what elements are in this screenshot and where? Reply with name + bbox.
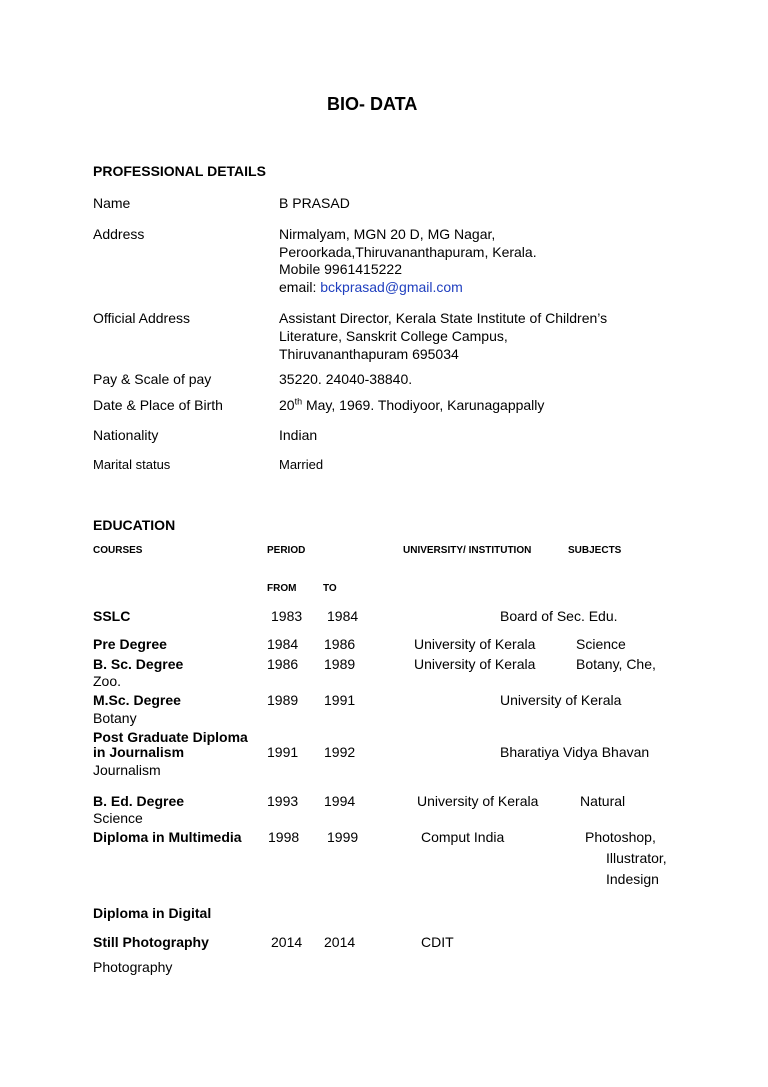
address-line-1: Nirmalyam, MGN 20 D, MG Nagar, (279, 226, 496, 242)
col-subjects: SUBJECTS (568, 545, 622, 556)
multimedia-university: Comput India (421, 829, 505, 845)
col-period: PERIOD (267, 545, 306, 556)
bsc-university: University of Kerala (414, 656, 536, 672)
pgdj-course-line-1: Post Graduate Diploma (93, 729, 248, 745)
name-label: Name (93, 195, 131, 211)
bed-university: University of Kerala (417, 793, 539, 809)
sslc-from: 1983 (271, 608, 303, 624)
marital-label: Marital status (93, 457, 171, 472)
education-heading: EDUCATION (93, 517, 176, 533)
col-to: TO (323, 583, 337, 594)
photo-to: 2014 (324, 934, 356, 950)
official-address-line-2: Literature, Sanskrit College Campus, (279, 328, 508, 344)
dob-suffix: th (294, 396, 303, 407)
msc-subject-wrap: Botany (93, 710, 137, 726)
bed-from: 1993 (267, 793, 299, 809)
dob-day: 20 (279, 397, 295, 413)
pgdj-subject-wrap: Journalism (93, 762, 161, 778)
multimedia-subject-line-1: Photoshop, (585, 829, 656, 845)
bsc-course: B. Sc. Degree (93, 656, 184, 672)
bed-course: B. Ed. Degree (93, 793, 185, 809)
name-value: B PRASAD (279, 195, 350, 211)
predegree-university: University of Kerala (414, 636, 536, 652)
page-title: BIO- DATA (327, 94, 418, 114)
multimedia-from: 1998 (268, 829, 300, 845)
photo-course-line-1: Diploma in Digital (93, 905, 212, 921)
bsc-subject: Botany, Che, (576, 656, 656, 672)
msc-course: M.Sc. Degree (93, 692, 181, 708)
col-university: UNIVERSITY/ INSTITUTION (403, 545, 532, 556)
msc-to: 1991 (324, 692, 356, 708)
bsc-subject-wrap: Zoo. (93, 673, 122, 689)
dob-rest: May, 1969. Thodiyoor, Karunagappally (305, 397, 545, 413)
official-address-label: Official Address (93, 310, 191, 326)
official-address-line-3: Thiruvananthapuram 695034 (279, 346, 459, 362)
email-prefix: email: (279, 279, 317, 295)
pgdj-course-line-2: in Journalism (93, 744, 185, 760)
photo-university: CDIT (421, 934, 454, 950)
photo-from: 2014 (271, 934, 303, 950)
pgdj-to: 1992 (324, 744, 356, 760)
address-mobile: Mobile 9961415222 (279, 261, 402, 277)
multimedia-subject-line-3: Indesign (606, 871, 659, 887)
predegree-from: 1984 (267, 636, 299, 652)
msc-university: University of Kerala (500, 692, 622, 708)
bed-subject: Natural (580, 793, 626, 809)
bed-subject-wrap: Science (93, 810, 143, 826)
predegree-course: Pre Degree (93, 636, 167, 652)
official-address-line-1: Assistant Director, Kerala State Institute of Children’s (279, 310, 608, 326)
bsc-from: 1986 (267, 656, 299, 672)
nationality-label: Nationality (93, 427, 159, 443)
col-courses: COURSES (93, 545, 143, 556)
address-line-2: Peroorkada,Thiruvananthapuram, Kerala. (279, 244, 537, 260)
address-email-line (279, 279, 463, 296)
pgdj-university: Bharatiya Vidya Bhavan (500, 744, 650, 760)
dob-value (279, 397, 544, 414)
sslc-course: SSLC (93, 608, 131, 624)
marital-value: Married (279, 457, 324, 472)
address-label: Address (93, 226, 145, 242)
dob-label: Date & Place of Birth (93, 397, 223, 413)
col-from: FROM (267, 583, 297, 594)
multimedia-course: Diploma in Multimedia (93, 829, 242, 845)
nationality-value: Indian (279, 427, 318, 443)
pay-label: Pay & Scale of pay (93, 371, 212, 387)
photo-course-line-2: Still Photography (93, 934, 209, 950)
email-link[interactable]: bckprasad@gmail.com (320, 279, 463, 295)
bed-to: 1994 (324, 793, 356, 809)
predegree-to: 1986 (324, 636, 356, 652)
pay-value: 35220. 24040-38840. (279, 371, 413, 387)
multimedia-to: 1999 (327, 829, 359, 845)
photo-subject-wrap: Photography (93, 959, 173, 975)
pgdj-from: 1991 (267, 744, 299, 760)
professional-heading: PROFESSIONAL DETAILS (93, 163, 266, 179)
multimedia-subject-line-2: Illustrator, (606, 850, 667, 866)
msc-from: 1989 (267, 692, 299, 708)
sslc-university: Board of Sec. Edu. (500, 608, 618, 624)
bsc-to: 1989 (324, 656, 356, 672)
sslc-to: 1984 (327, 608, 359, 624)
predegree-subject: Science (576, 636, 626, 652)
